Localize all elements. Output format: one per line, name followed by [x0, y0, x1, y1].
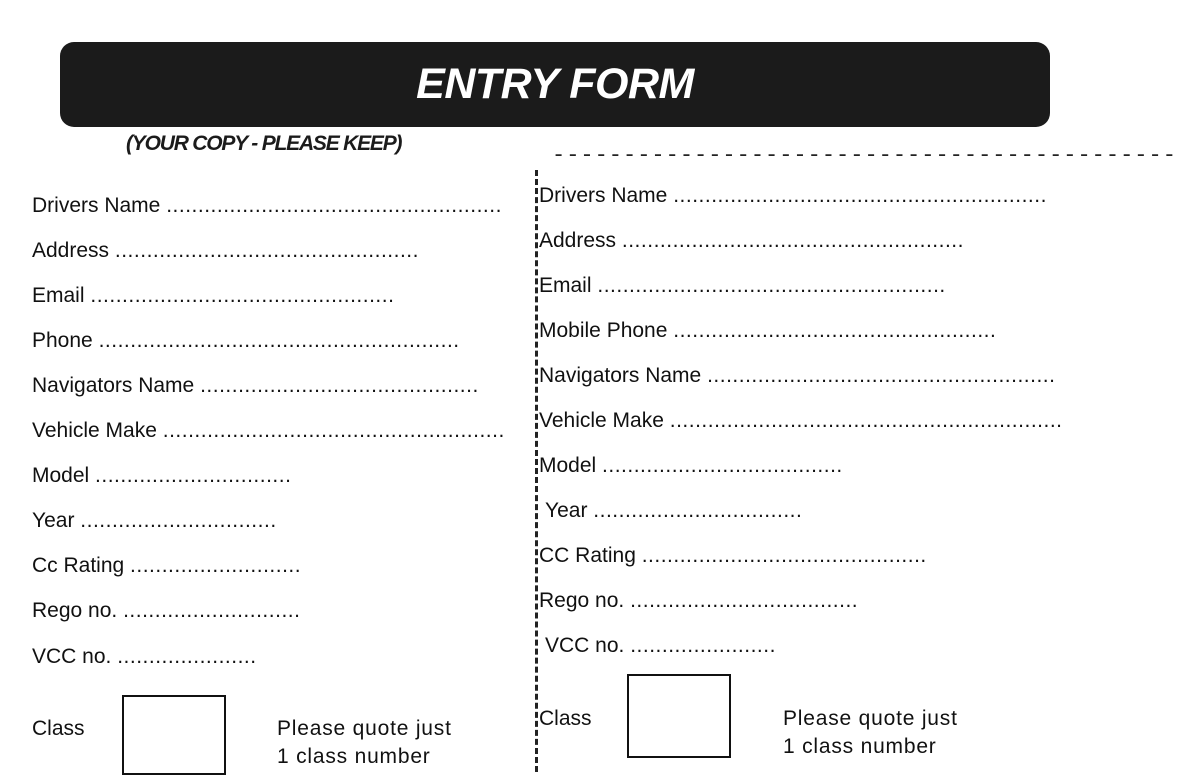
- field-dots: .......................: [630, 634, 776, 657]
- right-field-mobile-phone[interactable]: [539, 319, 997, 345]
- field-label: Rego no.: [539, 589, 625, 612]
- left-field-year[interactable]: [32, 509, 277, 535]
- field-label: Email: [539, 274, 592, 297]
- field-dots: ......................................................: [162, 419, 505, 442]
- field-dots: .................................: [593, 499, 803, 522]
- form-title: ENTRY FORM: [416, 60, 694, 108]
- note-line: Please quote just: [277, 717, 452, 740]
- field-dots: .......................................................: [597, 274, 946, 297]
- field-label: Year: [545, 499, 588, 522]
- field-label: Email: [32, 284, 85, 307]
- vertical-cut-line: [535, 170, 538, 772]
- right-field-navigators-name[interactable]: [539, 364, 1056, 390]
- entry-form-banner: [60, 42, 1050, 127]
- right-field-cc-rating[interactable]: [539, 544, 931, 570]
- field-dots: ...............................: [80, 509, 277, 532]
- field-label: VCC no.: [32, 645, 112, 668]
- left-field-cc-rating[interactable]: [32, 554, 302, 580]
- field-label: Navigators Name: [539, 364, 702, 387]
- field-dots: ...........................................................: [673, 184, 1047, 207]
- left-class-box[interactable]: [122, 695, 226, 775]
- field-dots: ............................: [123, 599, 301, 622]
- field-dots: ................................................: [114, 239, 419, 262]
- left-class-label: Class: [32, 717, 85, 740]
- field-label: Model: [32, 464, 90, 487]
- right-field-vehicle-make[interactable]: [539, 409, 1063, 435]
- right-field-vcc-no[interactable]: [545, 634, 776, 660]
- field-dots: ....................................: [630, 589, 859, 612]
- field-dots: .............................................: [641, 544, 927, 567]
- field-dots: .........................................................: [98, 329, 460, 352]
- right-class-note: [783, 705, 958, 761]
- field-label: Phone: [32, 329, 93, 352]
- right-field-rego-no[interactable]: [539, 589, 859, 615]
- field-label: Drivers Name: [32, 194, 161, 217]
- field-label: VCC no.: [545, 634, 625, 657]
- field-dots: ...................................................: [673, 319, 997, 342]
- field-label: Navigators Name: [32, 374, 195, 397]
- field-label: Address: [539, 229, 617, 252]
- note-line: 1 class number: [277, 745, 431, 768]
- field-label: Mobile Phone: [539, 319, 668, 342]
- right-field-email[interactable]: [539, 274, 946, 300]
- note-line: 1 class number: [783, 735, 937, 758]
- left-field-rego-no[interactable]: [32, 599, 301, 625]
- right-field-drivers-name[interactable]: [539, 184, 1059, 210]
- right-class-box[interactable]: [627, 674, 731, 758]
- left-field-phone[interactable]: [32, 329, 460, 355]
- field-label: Drivers Name: [539, 184, 668, 207]
- field-dots: .....................................................: [166, 194, 502, 217]
- field-dots: .......................................................: [707, 364, 1056, 387]
- field-dots: ..............................................................: [669, 409, 1063, 432]
- left-field-model[interactable]: [32, 464, 292, 490]
- left-field-email[interactable]: [32, 284, 395, 310]
- right-class-label: Class: [539, 707, 592, 730]
- left-field-navigators-name[interactable]: [32, 374, 504, 400]
- field-dots: ......................................: [602, 454, 843, 477]
- left-field-vehicle-make[interactable]: [32, 419, 506, 445]
- field-dots: ......................: [117, 645, 257, 668]
- field-label: Rego no.: [32, 599, 118, 622]
- left-field-vcc-no[interactable]: [32, 645, 257, 671]
- form-subtitle: (YOUR COPY - PLEASE KEEP): [126, 132, 402, 155]
- left-field-drivers-name[interactable]: [32, 194, 502, 220]
- field-dots: ................................................: [90, 284, 395, 307]
- right-field-year[interactable]: [545, 499, 803, 525]
- field-label: CC Rating: [539, 544, 636, 567]
- field-label: Model: [539, 454, 597, 477]
- field-dots: ............................................: [200, 374, 479, 397]
- field-label: Vehicle Make: [539, 409, 664, 432]
- field-label: Cc Rating: [32, 554, 125, 577]
- field-dots: ......................................................: [621, 229, 964, 252]
- right-field-address[interactable]: [539, 229, 964, 255]
- cut-line: --------------------------------------------: [552, 143, 1177, 168]
- right-field-model[interactable]: [539, 454, 843, 480]
- field-label: Vehicle Make: [32, 419, 157, 442]
- field-dots: ...............................: [95, 464, 292, 487]
- left-class-note: [277, 715, 452, 771]
- field-label: Year: [32, 509, 75, 532]
- field-dots: ...........................: [130, 554, 302, 577]
- field-label: Address: [32, 239, 110, 262]
- note-line: Please quote just: [783, 707, 958, 730]
- left-field-address[interactable]: [32, 239, 419, 265]
